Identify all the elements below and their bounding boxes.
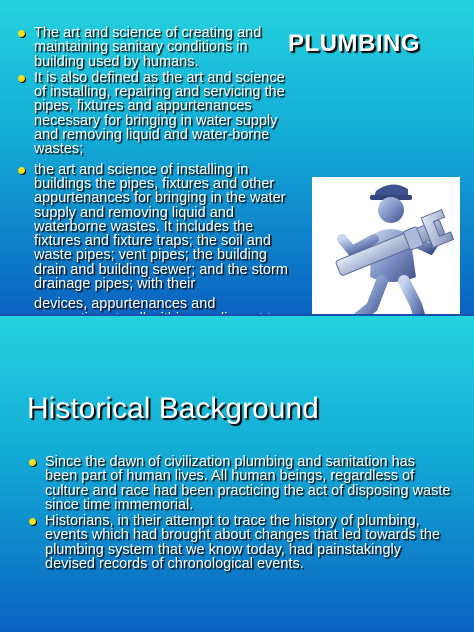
bullet-item: [27, 514, 451, 571]
continuation-text: devices, appurtenances and: [34, 296, 216, 313]
slide-historical-background: [0, 316, 474, 632]
slide-title: Historical Background: [27, 392, 319, 425]
bullet-text: the art and science of installing in buildings the pipes, fixtures and other appurtenances for bringing in the water supply and removing liquid and waterborne wastes. It includes the fixtures and fixture traps; the soil and waste pipes; vent pipes; the building drain and building sewer; and the storm drainage pipes; with their: [34, 161, 288, 293]
bullet-icon: [29, 518, 36, 525]
bullet-text: The art and science of creating and maintaining sanitary conditions in building used by humans.: [34, 25, 262, 70]
bullet-text: Historians, in their attempt to trace the history of plumbing, events which had brought about changes that led towards the plumbing system that we know today, had painstakingly devised records of chronological events.: [45, 513, 440, 573]
bullet-item: [16, 26, 286, 69]
bullet-text: It is also defined as the art and science of installing, repairing and servicing the pipes, fixtures and appurtenances necessary for bringing in water supply and removing liquid and water-borne wastes;: [34, 69, 285, 158]
bullet-icon: [29, 459, 36, 466]
bullet-item: [27, 455, 451, 512]
slide-title: PLUMBING: [288, 30, 420, 57]
bullet-text: Since the dawn of civilization plumbing and sanitation has been part of human lives. All human beings, regardless of culture and race had been practicing the act of disposing waste since time immemorial.: [45, 454, 451, 513]
bullet-icon: [18, 30, 25, 37]
history-bullet-list: [27, 455, 451, 573]
plumbing-bullet-list: [16, 26, 288, 340]
bullet-item: [16, 71, 288, 157]
bullet-icon: [18, 167, 25, 174]
bullet-icon: [18, 75, 25, 82]
bullet-item: [16, 163, 288, 292]
